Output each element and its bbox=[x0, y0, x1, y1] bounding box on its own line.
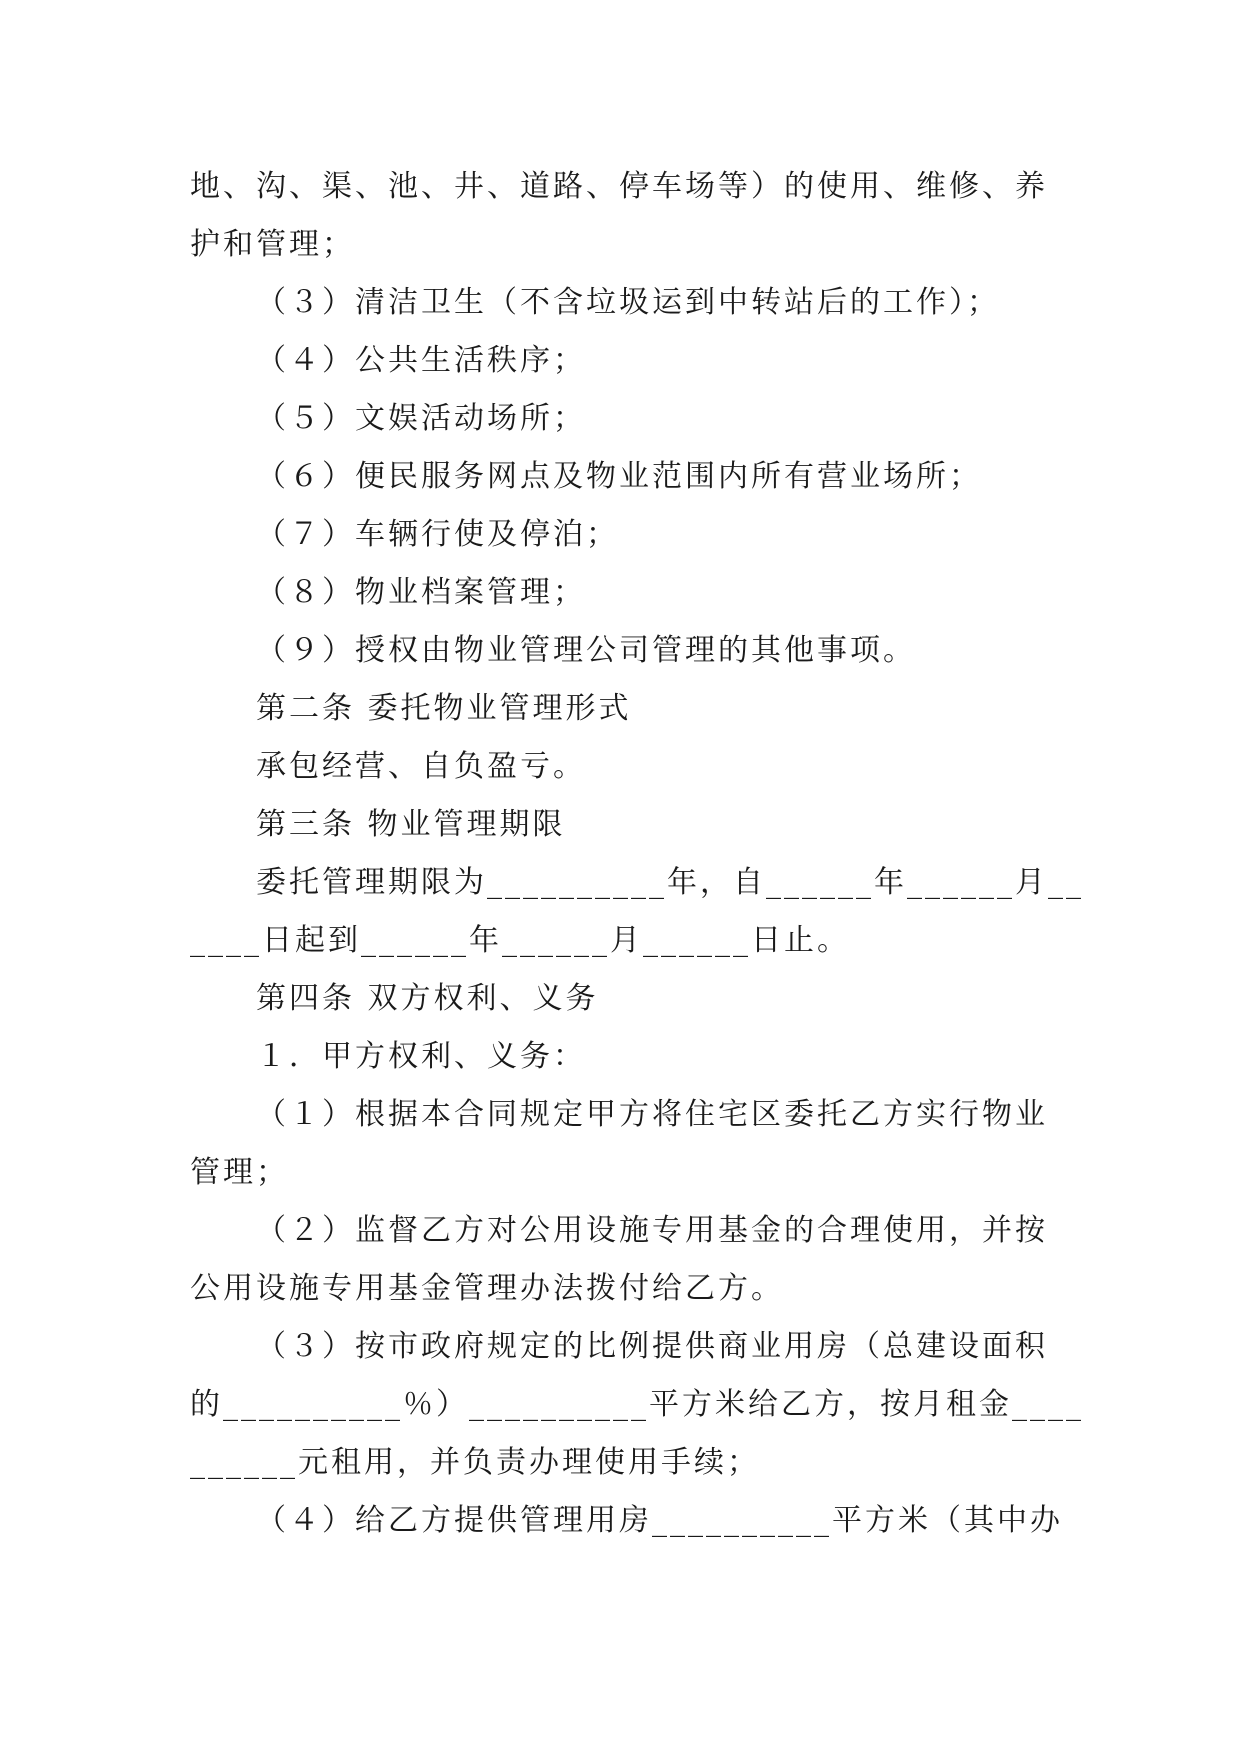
list-item: （７）车辆行使及停泊； bbox=[256, 517, 619, 552]
list-item: （９）授权由物业管理公司管理的其他事项。 bbox=[256, 633, 916, 668]
section-heading: １．甲方权利、义务： bbox=[256, 1039, 586, 1074]
paragraph: 承包经营、自负盈亏。 bbox=[256, 749, 586, 784]
list-item: （３）清洁卫生（不含垃圾运到中转站后的工作）； bbox=[256, 285, 1000, 320]
list-item: （８）物业档案管理； bbox=[256, 575, 586, 610]
text-line: ______元租用，并负责办理使用手续； bbox=[190, 1445, 760, 1480]
article-heading: 第四条 双方权利、义务 bbox=[256, 981, 599, 1016]
article-heading: 第二条 委托物业管理形式 bbox=[256, 691, 632, 726]
text-line: 护和管理； bbox=[190, 227, 355, 262]
list-item: （６）便民服务网点及物业范围内所有营业场所； bbox=[256, 459, 982, 494]
text-line: 的__________％）__________平方米给乙方，按月租金____ bbox=[190, 1387, 1084, 1422]
paragraph: 委托管理期限为__________年，自______年______月__ bbox=[256, 865, 1084, 900]
list-item: （４）公共生活秩序； bbox=[256, 343, 586, 378]
list-item: （４）给乙方提供管理用房__________平方米（其中办 bbox=[256, 1503, 1063, 1538]
text-line: 管理； bbox=[190, 1155, 289, 1190]
text-line: 公用设施专用基金管理办法拨付给乙方。 bbox=[190, 1271, 784, 1306]
article-heading: 第三条 物业管理期限 bbox=[256, 807, 566, 842]
list-item: （５）文娱活动场所； bbox=[256, 401, 586, 436]
list-item: （２）监督乙方对公用设施专用基金的合理使用，并按 bbox=[256, 1213, 1048, 1248]
list-item: （１）根据本合同规定甲方将住宅区委托乙方实行物业 bbox=[256, 1097, 1048, 1132]
text-line: ____日起到______年______月______日止。 bbox=[190, 923, 850, 958]
text-line: 地、沟、渠、池、井、道路、停车场等）的使用、维修、养 bbox=[190, 169, 1048, 204]
list-item: （３）按市政府规定的比例提供商业用房（总建设面积 bbox=[256, 1329, 1048, 1364]
